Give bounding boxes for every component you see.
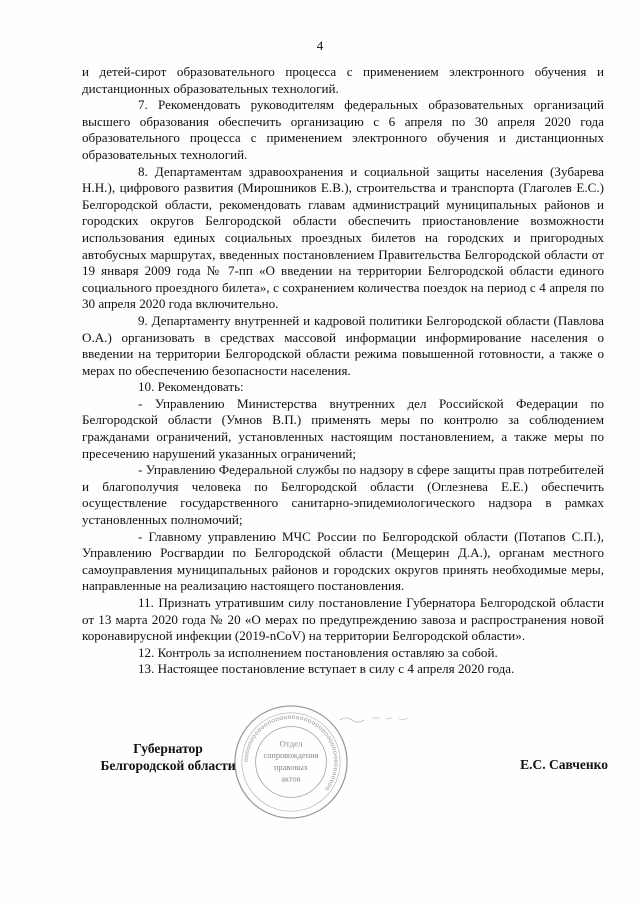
paragraph-8: 8. Департаментам здравоохранения и социальной защиты населения (Зубарева Н.Н.), цифрового развития (Мирошников Е.В.), строительства и транспорта (Глаголев Е.С.) Белгородской области, рекомендовать главам администраций муниципальных районов и городских округов Белгородской области обеспечить приостановление возможности использования единых социальных проездных билетов на городских и пригородных автобусных маршрутах, введенных постановлением Правительства Белгородской области от 19 января 2009 года № 7-пп «О введении на территории Белгородской области единого социального проездного билета», с сохранением количества поездок на период с 4 апреля по 30 апреля 2020 года включительно. xyxy=(82,163,604,312)
paragraph-7: 7. Рекомендовать руководителям федеральных образовательных организаций высшего образования обеспечить организацию с 6 апреля по 30 апреля 2020 года образовательного процесса с применением электронного обучения и дистанционных образовательных технологий. xyxy=(82,97,604,162)
paragraph-10: 10. Рекомендовать: xyxy=(138,379,244,395)
paragraph-12: 12. Контроль за исполнением постановления оставляю за собой. xyxy=(138,644,498,660)
paragraph-13: 13. Настоящее постановление вступает в силу с 4 апреля 2020 года. xyxy=(138,661,515,677)
stamp-line-1: Отдел xyxy=(279,738,303,749)
signatory-title-line-1: Губернатор xyxy=(133,741,203,756)
paragraph-10-item-rospotrebnadzor: - Управлению Федеральной службы по надзору в сфере защиты прав потребителей и благополучия человека по Белгородской области (Оглезнева Е.Е.) обеспечить осуществление государственного санитарно-эпидемиологического надзора в рамках установленных полномочий; xyxy=(82,462,604,528)
signature-block xyxy=(0,740,640,800)
paragraph-11: 11. Признать утратившим силу постановление Губернатора Белгородской области от 13 марта 2020 года № 20 «О мерах по предупреждению завоза и распространения новой коронавирусной инфекции (2019-nCoV) на территории Белгородской области». xyxy=(82,595,604,644)
signatory-title-line-2: Белгородской области xyxy=(100,758,236,773)
signatory-name: Е.С. Савченко xyxy=(520,757,608,772)
paragraph-continuation: и детей-сирот образовательного процесса с применением электронного обучения и дистанционных образовательных технологий. xyxy=(82,64,604,96)
paragraph-9: 9. Департаменту внутренней и кадровой политики Белгородской области (Павлова О.А.) организовать в средствах массовой информации информирование населения о введении на территории Белгородской области режима повышенной готовности, а также о мерах по обеспечению безопасности населения. xyxy=(82,312,604,378)
page-number: 4 xyxy=(316,38,324,53)
faint-scribble-marks xyxy=(336,710,436,726)
svg-text:оооооооооооооооооооооооооооооо: ооооооооооооооооооооооооооооооооооооооооо xyxy=(241,712,341,793)
signatory-title xyxy=(88,740,248,774)
paragraph-10-item-mvd: - Управлению Министерства внутренних дел Российской Федерации по Белгородской области (Умнов В.П.) применять меры по контролю за соблюдением гражданами ограничений, установленных настоящим постановлением, а также меры по пресечению нарушений указанных ограничений; xyxy=(82,395,604,461)
paragraph-10-item-mchs: - Главному управлению МЧС России по Белгородской области (Потапов С.П.), Управлению Росгвардии по Белгородской области (Мещерин Д.А.), органам местного самоуправления муниципальных районов и городских округов принять необходимые меры, направленные на реализацию настоящего постановления. xyxy=(82,528,604,594)
document-body xyxy=(82,64,604,678)
stamp-line-4: актов xyxy=(281,774,301,784)
stamp-line-2: сопровождения xyxy=(263,751,319,761)
stamp-line-3: правовых xyxy=(273,762,309,772)
